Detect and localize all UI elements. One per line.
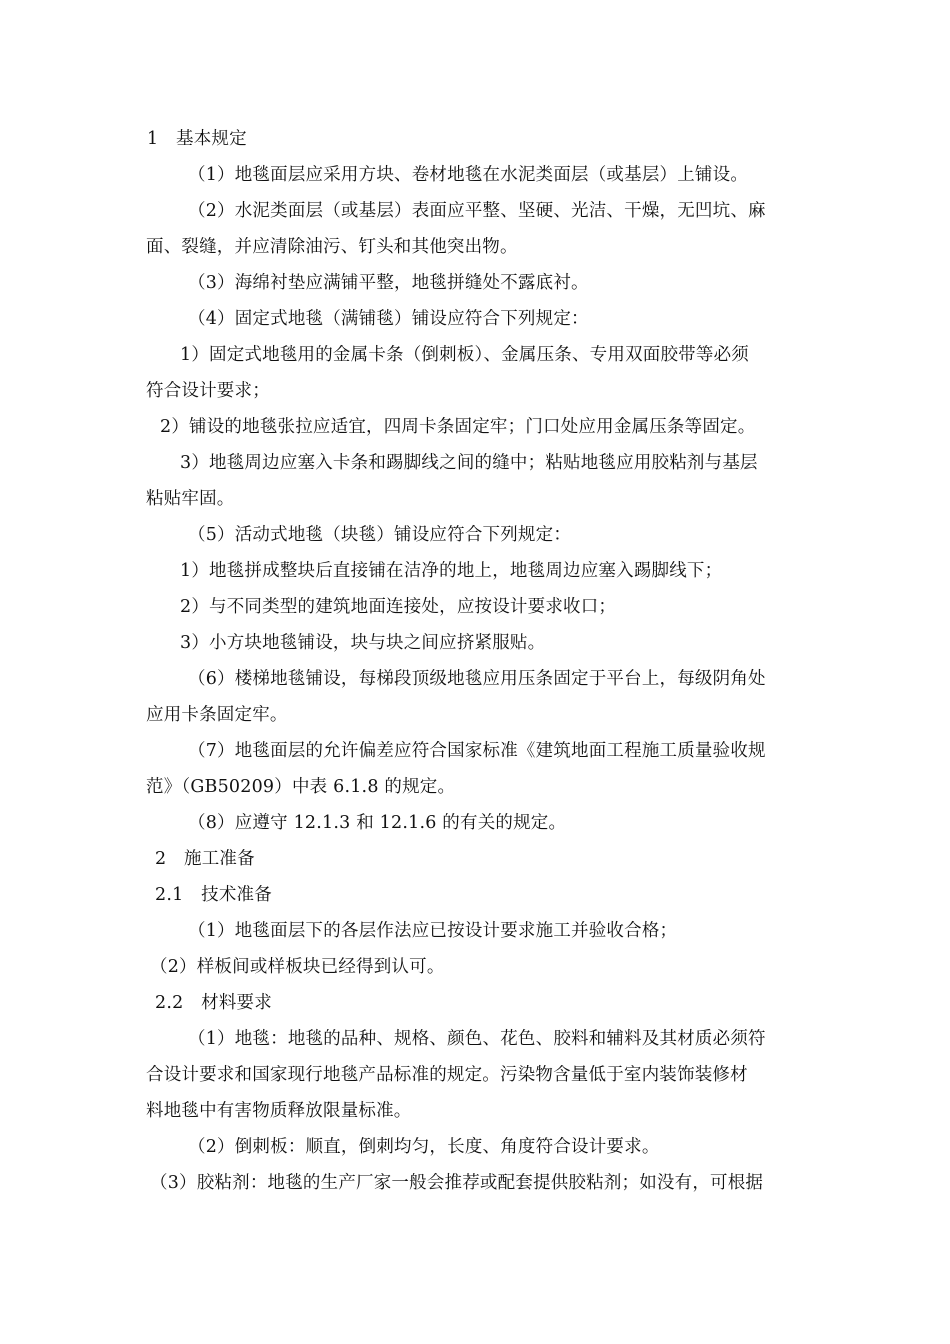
paragraph-line: 应用卡条固定牢。	[146, 705, 288, 725]
paragraph-line: （5）活动式地毯（块毯）铺设应符合下列规定：	[188, 525, 572, 545]
section-heading: 2 施工准备	[155, 849, 255, 869]
paragraph-line: （2）水泥类面层（或基层）表面应平整、坚硬、光洁、干燥，无凹坑、麻	[188, 201, 766, 221]
paragraph-line: 3）小方块地毯铺设，块与块之间应挤紧服贴。	[180, 633, 546, 653]
subsection-heading: 2.2 材料要求	[155, 993, 272, 1013]
paragraph-line: 合设计要求和国家现行地毯产品标准的规定。污染物含量低于室内装饰装修材	[146, 1065, 748, 1085]
paragraph-line: 符合设计要求；	[146, 381, 270, 401]
paragraph-line: 2）与不同类型的建筑地面连接处，应按设计要求收口；	[180, 597, 617, 617]
paragraph-line: 2）铺设的地毯张拉应适宜，四周卡条固定牢；门口处应用金属压条等固定。	[160, 417, 756, 437]
paragraph-line: （7）地毯面层的允许偏差应符合国家标准《建筑地面工程施工质量验收规	[188, 741, 766, 761]
paragraph-line: 3）地毯周边应塞入卡条和踢脚线之间的缝中；粘贴地毯应用胶粘剂与基层	[180, 453, 758, 473]
paragraph-line: （1）地毯面层下的各层作法应已按设计要求施工并验收合格；	[188, 921, 678, 941]
paragraph-line: 粘贴牢固。	[146, 489, 235, 509]
paragraph-line: 1）固定式地毯用的金属卡条（倒刺板）、金属压条、专用双面胶带等必须	[180, 345, 749, 365]
paragraph-line: （4）固定式地毯（满铺毯）铺设应符合下列规定：	[188, 309, 589, 329]
subsection-heading: 2.1 技术准备	[155, 885, 272, 905]
paragraph-line: （8）应遵守 12.1.3 和 12.1.6 的有关的规定。	[188, 813, 567, 833]
paragraph-line: 面、裂缝，并应清除油污、钉头和其他突出物。	[146, 237, 518, 257]
paragraph-line: （2）样板间或样板块已经得到认可。	[150, 957, 445, 977]
paragraph-line: （1）地毯：地毯的品种、规格、颜色、花色、胶料和辅料及其材质必须符	[188, 1029, 766, 1049]
paragraph-line: 料地毯中有害物质释放限量标准。	[146, 1101, 412, 1121]
paragraph-line: （3）海绵衬垫应满铺平整，地毯拼缝处不露底衬。	[188, 273, 589, 293]
paragraph-line: 1）地毯拼成整块后直接铺在洁净的地上，地毯周边应塞入踢脚线下；	[180, 561, 723, 581]
paragraph-line: （2）倒刺板：顺直，倒刺均匀，长度、角度符合设计要求。	[188, 1137, 660, 1157]
paragraph-line: （1）地毯面层应采用方块、卷材地毯在水泥类面层（或基层）上铺设。	[188, 165, 749, 185]
paragraph-line: （3）胶粘剂：地毯的生产厂家一般会推荐或配套提供胶粘剂；如没有，可根据	[150, 1173, 764, 1193]
section-heading: 1 基本规定	[147, 129, 247, 149]
paragraph-line: （6）楼梯地毯铺设，每梯段顶级地毯应用压条固定于平台上，每级阴角处	[188, 669, 766, 689]
paragraph-line: 范》（GB50209）中表 6.1.8 的规定。	[146, 777, 456, 797]
